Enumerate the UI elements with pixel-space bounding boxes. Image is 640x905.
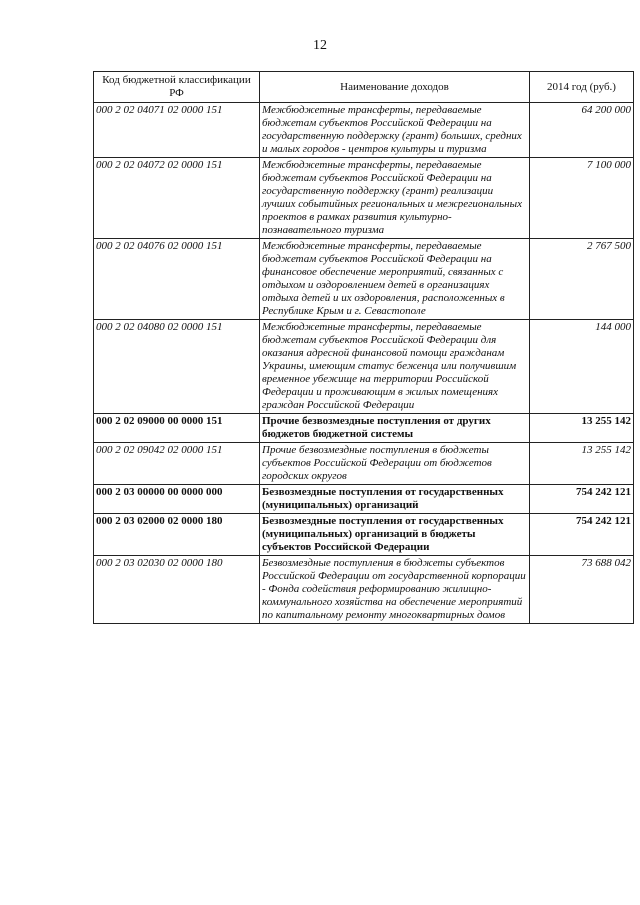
- header-code: Код бюджетной классификации РФ: [94, 72, 260, 103]
- budget-code: 000 2 02 09000 00 0000 151: [94, 414, 260, 443]
- header-name: Наименование доходов: [260, 72, 530, 103]
- table-row: [94, 158, 634, 239]
- amount: 2 767 500: [530, 239, 634, 320]
- revenue-name: Прочие безвозмездные поступления от других бюджетов бюджетной системы: [260, 414, 530, 443]
- table-row: [94, 485, 634, 514]
- revenue-name: Прочие безвозмездные поступления в бюджеты субъектов Российской Федерации от бюджетов городских округов: [260, 443, 530, 485]
- amount: 13 255 142: [530, 443, 634, 485]
- table-row: [94, 414, 634, 443]
- budget-code: 000 2 02 04071 02 0000 151: [94, 103, 260, 158]
- budget-code: 000 2 02 04080 02 0000 151: [94, 320, 260, 414]
- budget-code: 000 2 02 09042 02 0000 151: [94, 443, 260, 485]
- table-row: [94, 514, 634, 556]
- table-row: [94, 320, 634, 414]
- revenue-name: Межбюджетные трансферты, передаваемые бюджетам субъектов Российской Федерации на государственную поддержку (грант) больших, средних и малых городов - центров культуры и туризма: [260, 103, 530, 158]
- table-header-row: [94, 72, 634, 103]
- budget-code: 000 2 03 02030 02 0000 180: [94, 556, 260, 624]
- revenue-name: Безвозмездные поступления в бюджеты субъектов Российской Федерации от государственной корпорации - Фонда содействия реформированию жилищно-коммунального хозяйства на обеспечение мероприятий по капитальному ремонту многоквартирных домов: [260, 556, 530, 624]
- table-row: [94, 443, 634, 485]
- revenue-name: Межбюджетные трансферты, передаваемые бюджетам субъектов Российской Федерации на государственную поддержку (грант) реализации лучших событийных региональных и межрегиональных проектов в рамках развития культурно-познавательного туризма: [260, 158, 530, 239]
- amount: 754 242 121: [530, 514, 634, 556]
- revenue-name: Межбюджетные трансферты, передаваемые бюджетам субъектов Российской Федерации на финансовое обеспечение мероприятий, связанных с отдыхом и оздоровлением детей в организациях отдыха детей и их оздоровления, расположенных в Республике Крым и г. Севастополе: [260, 239, 530, 320]
- amount: 13 255 142: [530, 414, 634, 443]
- revenue-name: Безвозмездные поступления от государственных (муниципальных) организаций: [260, 485, 530, 514]
- table-row: [94, 239, 634, 320]
- amount: 144 000: [530, 320, 634, 414]
- budget-code: 000 2 02 04076 02 0000 151: [94, 239, 260, 320]
- budget-code: 000 2 03 02000 02 0000 180: [94, 514, 260, 556]
- table-row: [94, 556, 634, 624]
- revenue-table: [93, 71, 634, 624]
- page-number: 12: [313, 38, 327, 53]
- amount: 7 100 000: [530, 158, 634, 239]
- header-amount: 2014 год (руб.): [530, 72, 634, 103]
- amount: 64 200 000: [530, 103, 634, 158]
- budget-code: 000 2 02 04072 02 0000 151: [94, 158, 260, 239]
- amount: 754 242 121: [530, 485, 634, 514]
- revenue-name: Безвозмездные поступления от государственных (муниципальных) организаций в бюджеты субъектов Российской Федерации: [260, 514, 530, 556]
- budget-code: 000 2 03 00000 00 0000 000: [94, 485, 260, 514]
- amount: 73 688 042: [530, 556, 634, 624]
- table-row: [94, 103, 634, 158]
- revenue-name: Межбюджетные трансферты, передаваемые бюджетам субъектов Российской Федерации для оказания адресной финансовой помощи гражданам Украины, имеющим статус беженца или получившим временное убежище на территории Российской Федерации и проживающим в жилых помещениях граждан Российской Федерации: [260, 320, 530, 414]
